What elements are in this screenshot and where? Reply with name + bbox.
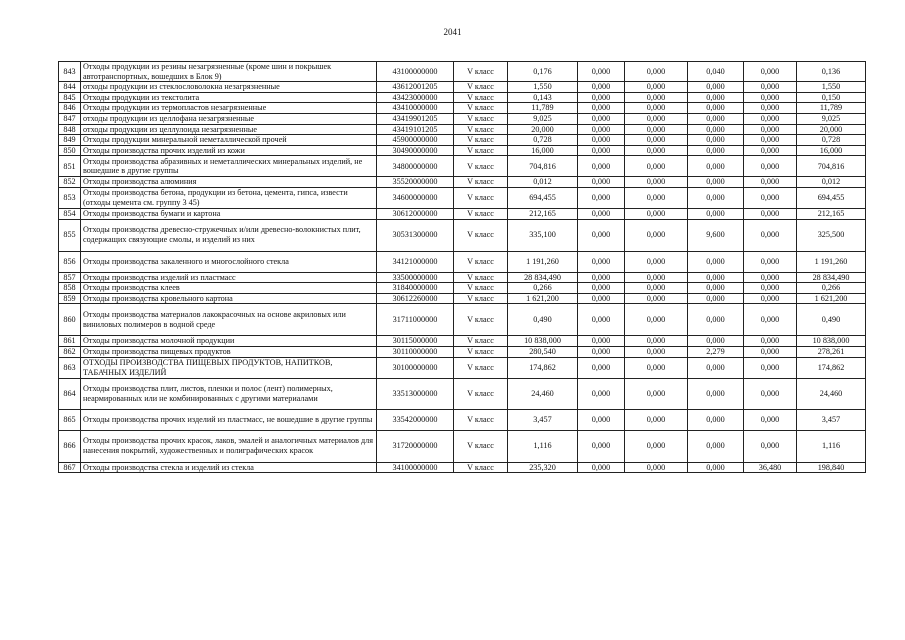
value-6: 1 621,200 (797, 293, 866, 304)
value-3: 0,000 (625, 304, 688, 336)
value-4: 0,000 (688, 177, 744, 188)
value-1: 0,012 (508, 177, 578, 188)
value-1: 28 834,490 (508, 272, 578, 283)
waste-name: Отходы производства изделий из пластмасс (81, 272, 377, 283)
value-2: 0,000 (578, 103, 625, 114)
row-number: 845 (59, 92, 81, 103)
waste-name: Отходы продукции из резины незагрязненные (кроме шин и покрышек автотранспортных, вошедших в Блок 9) (81, 62, 377, 82)
value-5: 36,480 (744, 462, 797, 473)
value-6: 24,460 (797, 378, 866, 409)
value-3: 0,000 (625, 346, 688, 357)
table-row (59, 219, 866, 251)
value-3: 0,000 (625, 135, 688, 146)
table-row (59, 430, 866, 462)
value-4: 0,000 (688, 430, 744, 462)
table-row (59, 336, 866, 347)
hazard-class: V класс (454, 336, 508, 347)
hazard-class: V класс (454, 293, 508, 304)
value-5: 0,000 (744, 283, 797, 294)
value-6: 325,500 (797, 219, 866, 251)
value-6: 9,025 (797, 113, 866, 124)
value-3: 0,000 (625, 336, 688, 347)
waste-name: Отходы производства бумаги и картона (81, 208, 377, 219)
waste-name: Отходы продукции из термопластов незагрязненные (81, 103, 377, 114)
waste-name: отходы продукции из стеклословолокна незагрязненные (81, 82, 377, 93)
value-5: 0,000 (744, 82, 797, 93)
waste-name: отходы продукции из целлофана незагрязненные (81, 113, 377, 124)
hazard-class: V класс (454, 272, 508, 283)
waste-code: 30110000000 (377, 346, 454, 357)
table-row (59, 409, 866, 430)
waste-code: 43612001205 (377, 82, 454, 93)
table-row (59, 293, 866, 304)
table-row (59, 251, 866, 272)
hazard-class: V класс (454, 346, 508, 357)
value-3: 0,000 (625, 283, 688, 294)
waste-code: 34121000000 (377, 251, 454, 272)
hazard-class: V класс (454, 357, 508, 378)
hazard-class: V класс (454, 135, 508, 146)
waste-name: Отходы производства алюминия (81, 177, 377, 188)
value-3: 0,000 (625, 156, 688, 177)
value-4: 0,000 (688, 135, 744, 146)
value-5: 0,000 (744, 251, 797, 272)
value-6: 1,550 (797, 82, 866, 93)
value-5: 0,000 (744, 177, 797, 188)
value-5: 0,000 (744, 103, 797, 114)
waste-code: 33500000000 (377, 272, 454, 283)
value-6: 278,261 (797, 346, 866, 357)
value-4: 0,000 (688, 103, 744, 114)
row-number: 847 (59, 113, 81, 124)
value-1: 3,457 (508, 409, 578, 430)
waste-name: Отходы производства клеев (81, 283, 377, 294)
hazard-class: V класс (454, 145, 508, 156)
value-2: 0,000 (578, 82, 625, 93)
hazard-class: V класс (454, 156, 508, 177)
value-3: 0,000 (625, 272, 688, 283)
hazard-class: V класс (454, 462, 508, 473)
value-5: 0,000 (744, 145, 797, 156)
value-1: 0,143 (508, 92, 578, 103)
table-row (59, 283, 866, 294)
value-5: 0,000 (744, 378, 797, 409)
waste-code: 34800000000 (377, 156, 454, 177)
waste-name: Отходы производства бетона, продукции из бетона, цемента, гипса, извести (отходы цемента см. группу 3 45) (81, 187, 377, 208)
value-4: 0,000 (688, 293, 744, 304)
value-4: 0,000 (688, 208, 744, 219)
row-number: 848 (59, 124, 81, 135)
table-row (59, 82, 866, 93)
value-3: 0,000 (625, 219, 688, 251)
value-1: 1 621,200 (508, 293, 578, 304)
value-3: 0,000 (625, 409, 688, 430)
value-4: 0,000 (688, 378, 744, 409)
waste-code: 31720000000 (377, 430, 454, 462)
hazard-class: V класс (454, 62, 508, 82)
value-2: 0,000 (578, 62, 625, 82)
value-5: 0,000 (744, 92, 797, 103)
hazard-class: V класс (454, 187, 508, 208)
row-number: 844 (59, 82, 81, 93)
value-2: 0,000 (578, 92, 625, 103)
value-1: 24,460 (508, 378, 578, 409)
hazard-class: V класс (454, 113, 508, 124)
waste-code: 34100000000 (377, 462, 454, 473)
value-4: 2,279 (688, 346, 744, 357)
table-row (59, 208, 866, 219)
waste-name: Отходы продукции из текстолита (81, 92, 377, 103)
value-1: 20,000 (508, 124, 578, 135)
waste-name: Отходы производства стекла и изделий из стекла (81, 462, 377, 473)
hazard-class: V класс (454, 251, 508, 272)
hazard-class: V класс (454, 283, 508, 294)
value-3: 0,000 (625, 113, 688, 124)
value-2: 0,000 (578, 409, 625, 430)
value-2: 0,000 (578, 346, 625, 357)
table-row (59, 135, 866, 146)
page-number: 2041 (443, 27, 462, 37)
value-2: 0,000 (578, 135, 625, 146)
value-2: 0,000 (578, 357, 625, 378)
value-5: 0,000 (744, 293, 797, 304)
waste-name: Отходы производства пищевых продуктов (81, 346, 377, 357)
value-6: 0,150 (797, 92, 866, 103)
value-3: 0,000 (625, 177, 688, 188)
waste-code: 34600000000 (377, 187, 454, 208)
value-1: 11,789 (508, 103, 578, 114)
row-number: 856 (59, 251, 81, 272)
value-6: 212,165 (797, 208, 866, 219)
table-row (59, 462, 866, 473)
value-1: 694,455 (508, 187, 578, 208)
row-number: 863 (59, 357, 81, 378)
row-number: 861 (59, 336, 81, 347)
value-4: 0,000 (688, 462, 744, 473)
table-row (59, 145, 866, 156)
value-5: 0,000 (744, 219, 797, 251)
value-6: 0,136 (797, 62, 866, 82)
row-number: 866 (59, 430, 81, 462)
value-2: 0,000 (578, 156, 625, 177)
value-4: 0,000 (688, 92, 744, 103)
value-6: 198,840 (797, 462, 866, 473)
value-2: 0,000 (578, 378, 625, 409)
waste-code: 30115000000 (377, 336, 454, 347)
value-6: 11,789 (797, 103, 866, 114)
hazard-class: V класс (454, 82, 508, 93)
table-row (59, 113, 866, 124)
waste-name: Отходы производства абразивных и неметаллических минеральных изделий, не вошедшие в другие группы (81, 156, 377, 177)
waste-name: Отходы производства молочной продукции (81, 336, 377, 347)
value-1: 0,490 (508, 304, 578, 336)
value-5: 0,000 (744, 208, 797, 219)
row-number: 859 (59, 293, 81, 304)
value-2: 0,000 (578, 462, 625, 473)
waste-name: Отходы производства древесно-стружечных и/или древесно-волокнистых плит, содержащих связующие смолы, и изделий из них (81, 219, 377, 251)
value-6: 174,862 (797, 357, 866, 378)
value-2: 0,000 (578, 177, 625, 188)
value-3: 0,000 (625, 187, 688, 208)
value-6: 0,266 (797, 283, 866, 294)
table-row (59, 156, 866, 177)
value-1: 1,550 (508, 82, 578, 93)
value-1: 704,816 (508, 156, 578, 177)
value-6: 1 191,260 (797, 251, 866, 272)
row-number: 860 (59, 304, 81, 336)
value-5: 0,000 (744, 187, 797, 208)
table-row (59, 272, 866, 283)
value-5: 0,000 (744, 135, 797, 146)
waste-name: Отходы производства материалов лакокрасочных на основе акриловых или виниловых полимеров в водной среде (81, 304, 377, 336)
value-2: 0,000 (578, 124, 625, 135)
hazard-class: V класс (454, 409, 508, 430)
table-body (59, 62, 866, 473)
value-3: 0,000 (625, 82, 688, 93)
value-2: 0,000 (578, 251, 625, 272)
value-3: 0,000 (625, 62, 688, 82)
row-number: 862 (59, 346, 81, 357)
value-5: 0,000 (744, 430, 797, 462)
value-2: 0,000 (578, 219, 625, 251)
value-6: 694,455 (797, 187, 866, 208)
value-4: 0,000 (688, 251, 744, 272)
value-6: 16,000 (797, 145, 866, 156)
value-2: 0,000 (578, 336, 625, 347)
value-2: 0,000 (578, 283, 625, 294)
waste-code: 30100000000 (377, 357, 454, 378)
row-number: 855 (59, 219, 81, 251)
value-6: 10 838,000 (797, 336, 866, 347)
table-row (59, 103, 866, 114)
row-number: 867 (59, 462, 81, 473)
waste-code: 35520000000 (377, 177, 454, 188)
value-2: 0,000 (578, 145, 625, 156)
waste-code: 31840000000 (377, 283, 454, 294)
waste-code: 45900000000 (377, 135, 454, 146)
waste-name: Отходы производства прочих изделий из пластмасс, не вошедшие в другие группы (81, 409, 377, 430)
waste-name: Отходы производства плит, листов, пленки и полос (лент) полимерных, неармированных или не комбинированных с другими материалами (81, 378, 377, 409)
table-row (59, 346, 866, 357)
value-2: 0,000 (578, 293, 625, 304)
hazard-class: V класс (454, 378, 508, 409)
value-3: 0,000 (625, 92, 688, 103)
value-1: 9,025 (508, 113, 578, 124)
table-row (59, 177, 866, 188)
value-4: 0,000 (688, 124, 744, 135)
value-5: 0,000 (744, 357, 797, 378)
row-number: 850 (59, 145, 81, 156)
value-3: 0,000 (625, 357, 688, 378)
value-5: 0,000 (744, 409, 797, 430)
value-5: 0,000 (744, 62, 797, 82)
hazard-class: V класс (454, 219, 508, 251)
waste-code: 30531300000 (377, 219, 454, 251)
waste-name: Отходы производства прочих красок, лаков, эмалей и аналогичных материалов для нанесения покрытий, художественных и полиграфических красок (81, 430, 377, 462)
value-5: 0,000 (744, 272, 797, 283)
value-4: 0,000 (688, 304, 744, 336)
value-1: 174,862 (508, 357, 578, 378)
value-5: 0,000 (744, 156, 797, 177)
value-5: 0,000 (744, 304, 797, 336)
value-3: 0,000 (625, 251, 688, 272)
row-number: 865 (59, 409, 81, 430)
waste-code: 30612260000 (377, 293, 454, 304)
value-1: 335,100 (508, 219, 578, 251)
row-number: 849 (59, 135, 81, 146)
value-6: 1,116 (797, 430, 866, 462)
value-4: 0,000 (688, 113, 744, 124)
value-5: 0,000 (744, 113, 797, 124)
row-number: 851 (59, 156, 81, 177)
table-row (59, 62, 866, 82)
value-1: 235,320 (508, 462, 578, 473)
value-5: 0,000 (744, 124, 797, 135)
value-1: 10 838,000 (508, 336, 578, 347)
value-3: 0,000 (625, 145, 688, 156)
waste-table (58, 61, 866, 473)
value-2: 0,000 (578, 187, 625, 208)
value-1: 1,116 (508, 430, 578, 462)
waste-code: 33542000000 (377, 409, 454, 430)
value-4: 0,040 (688, 62, 744, 82)
waste-code: 43100000000 (377, 62, 454, 82)
waste-code: 43419101205 (377, 124, 454, 135)
value-6: 20,000 (797, 124, 866, 135)
waste-code: 30612000000 (377, 208, 454, 219)
table-row (59, 304, 866, 336)
waste-name: отходы продукции из целлулоида незагрязненные (81, 124, 377, 135)
value-1: 212,165 (508, 208, 578, 219)
row-number: 858 (59, 283, 81, 294)
value-6: 3,457 (797, 409, 866, 430)
value-3: 0,000 (625, 124, 688, 135)
table-row (59, 378, 866, 409)
value-4: 0,000 (688, 145, 744, 156)
table-row (59, 124, 866, 135)
row-number: 853 (59, 187, 81, 208)
hazard-class: V класс (454, 177, 508, 188)
value-4: 0,000 (688, 272, 744, 283)
value-1: 0,266 (508, 283, 578, 294)
value-4: 0,000 (688, 409, 744, 430)
value-6: 28 834,490 (797, 272, 866, 283)
value-5: 0,000 (744, 336, 797, 347)
value-2: 0,000 (578, 430, 625, 462)
value-1: 16,000 (508, 145, 578, 156)
waste-code: 43423000000 (377, 92, 454, 103)
row-number: 843 (59, 62, 81, 82)
value-1: 0,728 (508, 135, 578, 146)
value-4: 0,000 (688, 357, 744, 378)
waste-name: Отходы производства кровельного картона (81, 293, 377, 304)
value-3: 0,000 (625, 378, 688, 409)
value-6: 0,490 (797, 304, 866, 336)
hazard-class: V класс (454, 124, 508, 135)
hazard-class: V класс (454, 103, 508, 114)
row-number: 857 (59, 272, 81, 283)
waste-name: ОТХОДЫ ПРОИЗВОДСТВА ПИЩЕВЫХ ПРОДУКТОВ, НАПИТКОВ, ТАБАЧНЫХ ИЗДЕЛИЙ (81, 357, 377, 378)
waste-code: 43410000000 (377, 103, 454, 114)
value-6: 704,816 (797, 156, 866, 177)
value-3: 0,000 (625, 293, 688, 304)
value-4: 0,000 (688, 82, 744, 93)
value-1: 280,540 (508, 346, 578, 357)
table-row (59, 187, 866, 208)
waste-name: Отходы производства закаленного и многослойного стекла (81, 251, 377, 272)
waste-code: 33513000000 (377, 378, 454, 409)
value-4: 0,000 (688, 283, 744, 294)
value-3: 0,000 (625, 208, 688, 219)
value-1: 0,176 (508, 62, 578, 82)
hazard-class: V класс (454, 430, 508, 462)
table-row (59, 92, 866, 103)
waste-name: Отходы продукции минеральной неметаллической прочей (81, 135, 377, 146)
row-number: 846 (59, 103, 81, 114)
value-2: 0,000 (578, 304, 625, 336)
value-6: 0,728 (797, 135, 866, 146)
value-2: 0,000 (578, 208, 625, 219)
value-3: 0,000 (625, 103, 688, 114)
hazard-class: V класс (454, 208, 508, 219)
waste-code: 31711000000 (377, 304, 454, 336)
hazard-class: V класс (454, 304, 508, 336)
value-4: 0,000 (688, 187, 744, 208)
value-4: 9,600 (688, 219, 744, 251)
value-1: 1 191,260 (508, 251, 578, 272)
value-2: 0,000 (578, 272, 625, 283)
value-4: 0,000 (688, 156, 744, 177)
waste-code: 30490000000 (377, 145, 454, 156)
value-3: 0,000 (625, 430, 688, 462)
value-3: 0,000 (625, 462, 688, 473)
waste-code: 43419901205 (377, 113, 454, 124)
row-number: 852 (59, 177, 81, 188)
value-6: 0,012 (797, 177, 866, 188)
hazard-class: V класс (454, 92, 508, 103)
row-number: 854 (59, 208, 81, 219)
value-4: 0,000 (688, 336, 744, 347)
row-number: 864 (59, 378, 81, 409)
waste-name: Отходы производства прочих изделий из кожи (81, 145, 377, 156)
value-5: 0,000 (744, 346, 797, 357)
table-row (59, 357, 866, 378)
value-2: 0,000 (578, 113, 625, 124)
